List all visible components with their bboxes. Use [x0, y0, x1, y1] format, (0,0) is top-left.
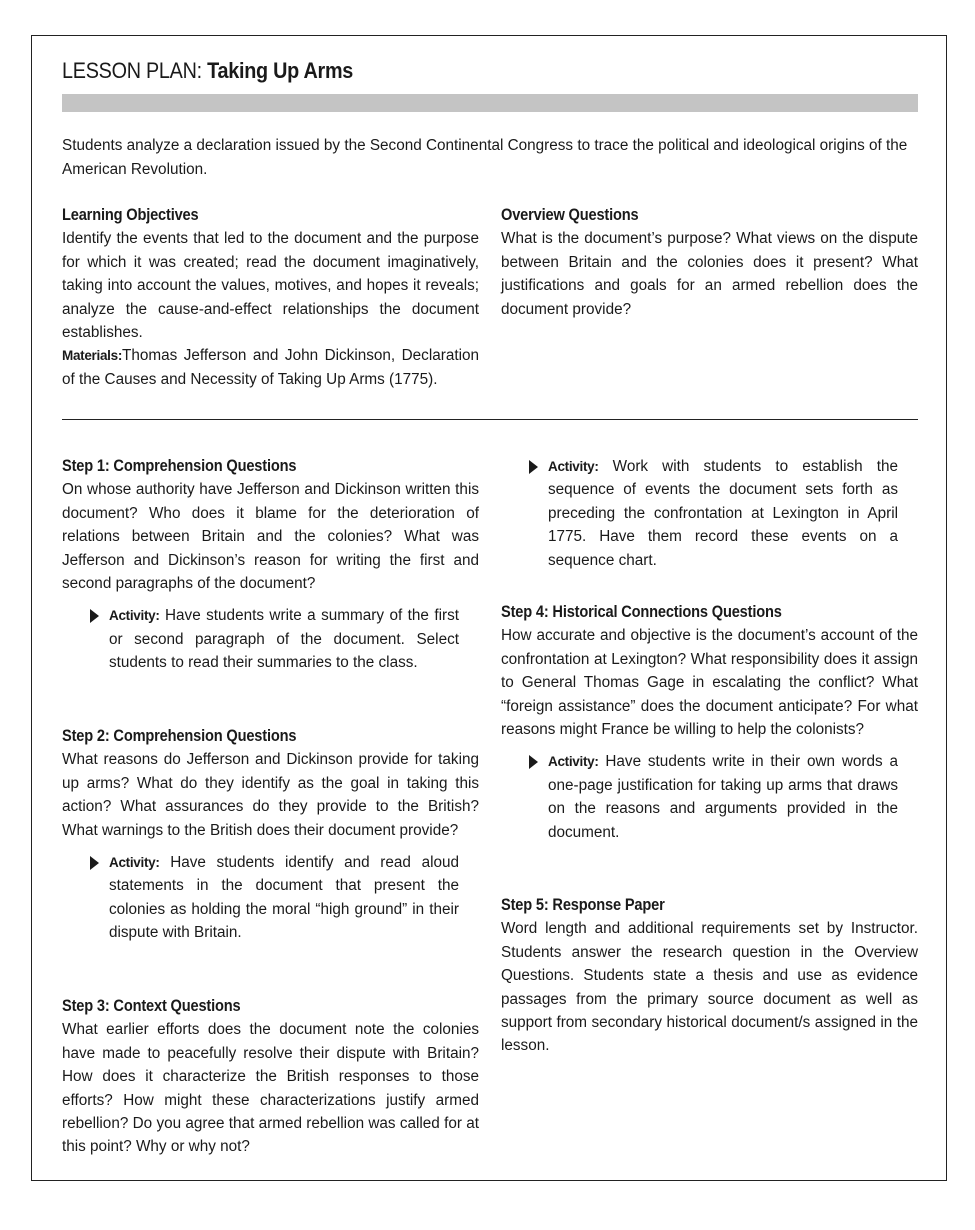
step3-heading: Step 3: Context Questions [62, 996, 241, 1015]
step3-activity [501, 455, 898, 572]
step2-section [62, 724, 479, 945]
step5-text: Word length and additional requirements set by Instructor. Students answer the research question in the Overview Questions. Students state a thesis and use as evidence passages from the primary source document as well as support from secondary historical document/s assigned in the lesson. [501, 920, 918, 1055]
step1-section [62, 454, 479, 675]
step2-activity [62, 851, 459, 945]
step5-section [501, 893, 918, 1058]
step1-heading: Step 1: Comprehension Questions [62, 456, 297, 475]
step2-text: What reasons do Jefferson and Dickinson provide for taking up arms? What do they identify as the goal in taking this action? What assurances do they provide to the British? What warnings to the British does their document provide? [62, 751, 479, 839]
step4-activity-text: Have students write in their own words a one-page justification for taking up arms that draws on the reasons and arguments provided in the document. [548, 753, 898, 841]
step3-activity-block [501, 455, 918, 572]
step5-heading: Step 5: Response Paper [501, 895, 665, 914]
learning-objectives-section [62, 203, 479, 391]
step1-activity-label: Activity: [109, 608, 160, 624]
activity-bullet-icon [90, 856, 99, 870]
step3-section [62, 994, 479, 1159]
overview-heading: Overview Questions [501, 205, 639, 224]
step4-section [501, 600, 918, 844]
activity-bullet-icon [529, 755, 538, 769]
learning-objectives-text: Identify the events that led to the document and the purpose for which it was created; read the document imaginatively, taking into account the values, motives, and hopes it reveals; analyze the cause-and-effect relationships the document establishes. [62, 230, 479, 342]
title-rule [62, 94, 918, 112]
step1-activity [62, 604, 459, 674]
learning-objectives-heading: Learning Objectives [62, 205, 199, 224]
step2-activity-text: Have students identify and read aloud statements in the document that present the colonies as holding the moral “high ground” in their dispute with Britain. [109, 854, 459, 942]
overview-text: What is the document’s purpose? What views on the dispute between Britain and the colonies does it present? What justifications and goals for an armed rebellion does the document provide? [501, 230, 918, 318]
activity-bullet-icon [90, 609, 99, 623]
step3-activity-label: Activity: [548, 459, 599, 474]
step3-text: What earlier efforts does the document note the colonies have made to peacefully resolve their dispute with Britain? How does it characterize the British responses to those efforts? How might these characterizations justify armed rebellion? Do you agree that armed rebellion was called for at this point? Why or why not? [62, 1021, 479, 1156]
activity-bullet-icon [529, 460, 538, 474]
step4-activity-label: Activity: [548, 754, 599, 770]
step2-heading: Step 2: Comprehension Questions [62, 726, 297, 745]
step3-activity-text: Work with students to establish the sequence of events the document sets forth as preceding the confrontation at Lexington in April 1775. Have them record these events on a sequence chart. [548, 458, 898, 569]
materials-text: Thomas Jefferson and John Dickinson, Declaration of the Causes and Necessity of Taking Up Arms (1775). [62, 347, 479, 388]
step1-text: On whose authority have Jefferson and Dickinson written this document? Who does it blame for the deterioration of relations between Britain and the colonies? What was Jefferson and Dickinson’s reason for writing the first and second paragraphs of the document? [62, 481, 479, 593]
step4-text: How accurate and objective is the document’s account of the confrontation at Lexington? What responsibility does it assign to General Thomas Gage in escalating the conflict? What “foreign assistance” does the document anticipate? For what reasons might France be willing to help the colonists? [501, 627, 918, 739]
intro-paragraph: Students analyze a declaration issued by the Second Continental Congress to trace the political and ideological origins of the American Revolution. [62, 137, 908, 178]
section-divider [62, 419, 918, 420]
title-bold: Taking Up Arms [207, 58, 354, 83]
step2-activity-label: Activity: [109, 855, 160, 871]
step4-heading: Step 4: Historical Connections Questions [501, 602, 782, 621]
overview-section [501, 203, 918, 321]
step4-activity [501, 750, 898, 844]
step1-activity-text: Have students write a summary of the first or second paragraph of the document. Select students to read their summaries to the class. [109, 607, 459, 672]
materials-label: Materials: [62, 348, 123, 364]
title-prefix: LESSON PLAN: [62, 58, 208, 83]
materials-line [62, 344, 479, 391]
page-title [62, 58, 353, 84]
